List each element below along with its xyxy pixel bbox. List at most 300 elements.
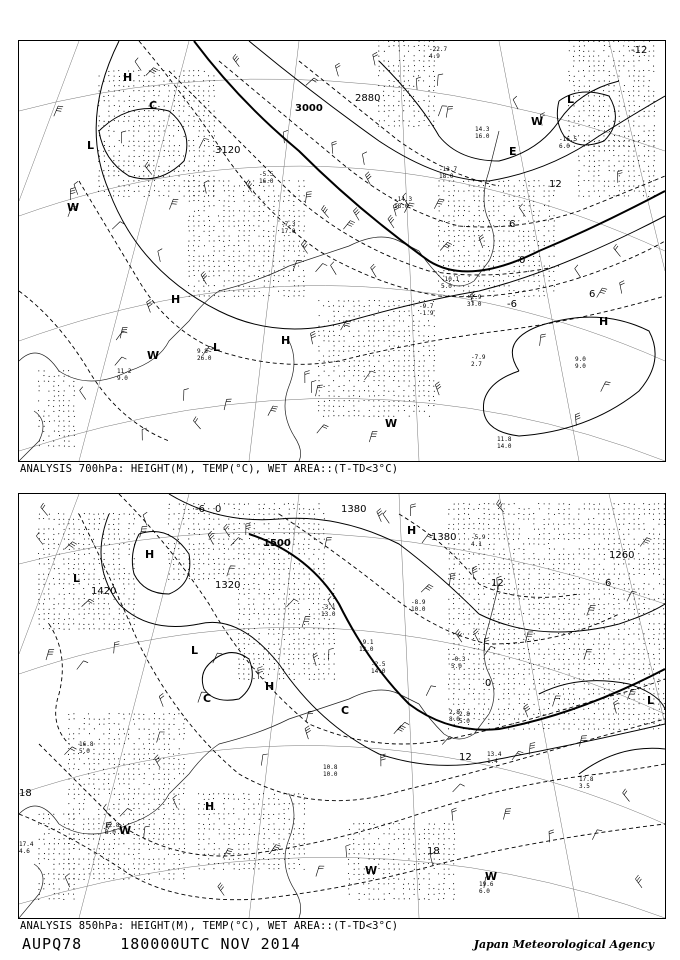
wet-dot bbox=[288, 628, 289, 629]
wet-dot bbox=[448, 633, 449, 634]
wet-dot bbox=[238, 225, 239, 226]
wet-dot bbox=[284, 235, 285, 236]
wet-dot bbox=[263, 573, 264, 574]
wet-dot bbox=[43, 375, 44, 376]
wet-dot bbox=[344, 375, 345, 376]
wet-dot bbox=[44, 426, 45, 427]
wet-dot bbox=[279, 574, 280, 575]
wet-dot bbox=[329, 643, 330, 644]
wet-dot bbox=[308, 548, 309, 549]
wet-dot bbox=[449, 618, 450, 619]
wet-dot bbox=[163, 81, 164, 82]
wet-dot bbox=[49, 554, 50, 555]
wet-dot bbox=[514, 216, 515, 217]
wet-dot bbox=[543, 185, 544, 186]
wet-dot bbox=[174, 161, 175, 162]
wet-dot bbox=[189, 150, 190, 151]
wet-dot bbox=[298, 578, 299, 579]
wet-dot bbox=[249, 230, 250, 231]
wet-dot bbox=[453, 598, 454, 599]
wet-dot bbox=[168, 579, 169, 580]
wet-dot bbox=[628, 564, 629, 565]
wet-dot bbox=[174, 100, 175, 101]
wet-dot bbox=[84, 579, 85, 580]
wet-dot bbox=[589, 70, 590, 71]
wet-dot bbox=[604, 150, 605, 151]
wet-dot bbox=[259, 245, 260, 246]
wet-dot bbox=[504, 261, 505, 262]
wet-dot bbox=[584, 524, 585, 525]
wet-dot bbox=[368, 375, 369, 376]
wet-dot bbox=[374, 326, 375, 327]
wet-dot bbox=[324, 405, 325, 406]
wet-dot bbox=[119, 155, 120, 156]
wet-dot bbox=[609, 689, 610, 690]
wet-dot bbox=[574, 633, 575, 634]
wet-dot bbox=[298, 181, 299, 182]
wet-dot bbox=[608, 538, 609, 539]
wet-dot bbox=[158, 156, 159, 157]
wet-dot bbox=[598, 669, 599, 670]
wet-dot bbox=[608, 638, 609, 639]
wet-dot bbox=[93, 579, 94, 580]
wet-dot bbox=[218, 261, 219, 262]
wet-dot bbox=[658, 558, 659, 559]
wet-dot bbox=[319, 390, 320, 391]
wet-dot bbox=[208, 146, 209, 147]
wet-dot bbox=[318, 503, 319, 504]
wet-dot bbox=[139, 156, 140, 157]
wet-dot bbox=[408, 51, 409, 52]
wet-dot bbox=[443, 180, 444, 181]
wet-dot bbox=[319, 623, 320, 624]
wet-dot bbox=[284, 260, 285, 261]
wet-dot bbox=[454, 558, 455, 559]
panel-caption-700hpa: ANALYSIS 700hPa: HEIGHT(M), TEMP(°C), WET AREA::(T-TD<3°C) bbox=[20, 463, 399, 475]
wet-dot bbox=[309, 589, 310, 590]
wet-dot bbox=[588, 689, 589, 690]
wet-dot bbox=[349, 380, 350, 381]
wet-dot bbox=[228, 226, 229, 227]
wet-dot bbox=[499, 240, 500, 241]
wet-dot bbox=[409, 380, 410, 381]
wet-dot bbox=[253, 185, 254, 186]
wet-dot bbox=[484, 285, 485, 286]
wet-dot bbox=[263, 604, 264, 605]
wet-dot bbox=[589, 659, 590, 660]
wet-dot bbox=[354, 410, 355, 411]
wet-dot bbox=[108, 564, 109, 565]
wet-dot bbox=[299, 624, 300, 625]
wet-dot bbox=[488, 246, 489, 247]
wet-dot bbox=[569, 664, 570, 665]
wet-dot bbox=[264, 205, 265, 206]
wet-dot bbox=[198, 170, 199, 171]
wet-dot bbox=[149, 195, 150, 196]
wet-dot bbox=[644, 161, 645, 162]
wet-dot bbox=[559, 563, 560, 564]
wet-dot bbox=[39, 445, 40, 446]
wet-dot bbox=[209, 518, 210, 519]
wet-dot bbox=[73, 593, 74, 594]
wet-dot bbox=[309, 609, 310, 610]
wet-dot bbox=[549, 634, 550, 635]
wet-dot bbox=[588, 41, 589, 42]
wet-dot bbox=[119, 564, 120, 565]
wet-dot bbox=[558, 509, 559, 510]
wet-dot bbox=[204, 120, 205, 121]
wet-dot bbox=[159, 195, 160, 196]
wet-dot bbox=[388, 335, 389, 336]
wet-dot bbox=[113, 80, 114, 81]
wet-dot bbox=[208, 115, 209, 116]
wet-dot bbox=[283, 634, 284, 635]
wet-dot bbox=[204, 196, 205, 197]
wet-dot bbox=[403, 320, 404, 321]
wet-dot bbox=[79, 533, 80, 534]
wet-dot bbox=[433, 90, 434, 91]
wet-dot bbox=[418, 75, 419, 76]
wet-dot bbox=[349, 310, 350, 311]
wet-dot bbox=[158, 131, 159, 132]
wet-dot bbox=[343, 306, 344, 307]
wet-dot bbox=[278, 614, 279, 615]
wet-dot bbox=[624, 125, 625, 126]
wet-dot bbox=[594, 568, 595, 569]
wet-dot bbox=[458, 533, 459, 534]
wet-dot bbox=[54, 420, 55, 421]
wet-dot bbox=[203, 231, 204, 232]
wet-dot bbox=[208, 548, 209, 549]
wet-dot bbox=[244, 523, 245, 524]
wet-dot bbox=[484, 609, 485, 610]
wet-dot bbox=[534, 608, 535, 609]
wet-dot bbox=[493, 604, 494, 605]
wet-dot bbox=[449, 654, 450, 655]
wet-dot bbox=[449, 240, 450, 241]
wet-dot bbox=[179, 524, 180, 525]
wet-dot bbox=[524, 196, 525, 197]
wet-dot bbox=[308, 544, 309, 545]
wet-dot bbox=[519, 664, 520, 665]
wet-dot bbox=[233, 221, 234, 222]
wet-dot bbox=[189, 190, 190, 191]
wet-dot bbox=[43, 584, 44, 585]
wet-dot bbox=[653, 91, 654, 92]
wet-dot bbox=[73, 609, 74, 610]
wet-dot bbox=[199, 256, 200, 257]
wet-dot bbox=[63, 400, 64, 401]
low-center-mark: L bbox=[213, 341, 221, 354]
wet-dot bbox=[589, 654, 590, 655]
wet-dot bbox=[184, 100, 185, 101]
wet-dot bbox=[613, 529, 614, 530]
wet-dot bbox=[324, 335, 325, 336]
wet-dot bbox=[469, 504, 470, 505]
wet-dot bbox=[419, 335, 420, 336]
wet-dot bbox=[343, 406, 344, 407]
wet-dot bbox=[109, 126, 110, 127]
wet-dot bbox=[428, 320, 429, 321]
wet-dot bbox=[203, 115, 204, 116]
wet-dot bbox=[564, 538, 565, 539]
wet-dot bbox=[384, 105, 385, 106]
wet-dot bbox=[223, 236, 224, 237]
wet-dot bbox=[578, 644, 579, 645]
wet-dot bbox=[374, 346, 375, 347]
wet-dot bbox=[354, 415, 355, 416]
wet-dot bbox=[399, 120, 400, 121]
wet-dot bbox=[623, 563, 624, 564]
wet-dot bbox=[589, 624, 590, 625]
wet-dot bbox=[273, 533, 274, 534]
wet-dot bbox=[328, 391, 329, 392]
wet-dot bbox=[619, 95, 620, 96]
wet-dot bbox=[118, 120, 119, 121]
wet-dot bbox=[288, 250, 289, 251]
wet-dot bbox=[448, 628, 449, 629]
wet-dot bbox=[403, 110, 404, 111]
wet-dot bbox=[304, 553, 305, 554]
wet-dot bbox=[604, 559, 605, 560]
wet-dot bbox=[488, 569, 489, 570]
wet-dot bbox=[599, 116, 600, 117]
wet-dot bbox=[334, 345, 335, 346]
wet-dot bbox=[563, 534, 564, 535]
wet-dot bbox=[633, 643, 634, 644]
wet-dot bbox=[629, 110, 630, 111]
wet-dot bbox=[563, 513, 564, 514]
wet-dot bbox=[479, 638, 480, 639]
wet-dot bbox=[118, 523, 119, 524]
wet-dot bbox=[643, 141, 644, 142]
wet-dot bbox=[594, 191, 595, 192]
wet-dot bbox=[454, 504, 455, 505]
wet-dot bbox=[213, 131, 214, 132]
wet-dot bbox=[383, 70, 384, 71]
wet-dot bbox=[418, 101, 419, 102]
wet-dot bbox=[38, 381, 39, 382]
wet-dot bbox=[54, 431, 55, 432]
wet-dot bbox=[239, 509, 240, 510]
wet-dot bbox=[528, 296, 529, 297]
wet-dot bbox=[73, 619, 74, 620]
wet-dot bbox=[329, 633, 330, 634]
wet-dot bbox=[429, 76, 430, 77]
wet-dot bbox=[199, 529, 200, 530]
wet-dot bbox=[558, 654, 559, 655]
wet-dot bbox=[274, 579, 275, 580]
wet-dot bbox=[634, 180, 635, 181]
wet-dot bbox=[124, 161, 125, 162]
wet-dot bbox=[328, 638, 329, 639]
wet-dot bbox=[629, 513, 630, 514]
wet-dot bbox=[593, 583, 594, 584]
wet-dot bbox=[524, 250, 525, 251]
wet-dot bbox=[259, 564, 260, 565]
wet-dot bbox=[369, 355, 370, 356]
wet-dot bbox=[484, 554, 485, 555]
wet-dot bbox=[388, 315, 389, 316]
wet-dot bbox=[514, 614, 515, 615]
wet-dot bbox=[558, 633, 559, 634]
wet-dot bbox=[318, 658, 319, 659]
wet-dot bbox=[169, 155, 170, 156]
wet-dot bbox=[508, 185, 509, 186]
wet-dot bbox=[258, 544, 259, 545]
wet-dot bbox=[213, 549, 214, 550]
wet-dot bbox=[278, 270, 279, 271]
wet-dot bbox=[469, 220, 470, 221]
wet-dot bbox=[263, 236, 264, 237]
wet-dot bbox=[474, 623, 475, 624]
wet-dot bbox=[174, 548, 175, 549]
wet-dot bbox=[373, 416, 374, 417]
wet-dot bbox=[273, 231, 274, 232]
wet-dot bbox=[133, 131, 134, 132]
wet-dot bbox=[99, 75, 100, 76]
wet-dot bbox=[234, 186, 235, 187]
wet-dot bbox=[209, 295, 210, 296]
wet-dot bbox=[184, 136, 185, 137]
wet-dot bbox=[534, 588, 535, 589]
wet-dot bbox=[608, 160, 609, 161]
wet-dot bbox=[588, 683, 589, 684]
wet-dot bbox=[503, 674, 504, 675]
wet-dot bbox=[273, 185, 274, 186]
wet-dot bbox=[118, 166, 119, 167]
wet-dot bbox=[443, 215, 444, 216]
wind-barb bbox=[112, 222, 124, 230]
wet-dot bbox=[113, 553, 114, 554]
wet-dot bbox=[453, 698, 454, 699]
wet-dot bbox=[534, 180, 535, 181]
wet-dot bbox=[223, 220, 224, 221]
wet-dot bbox=[434, 391, 435, 392]
wet-dot bbox=[109, 613, 110, 614]
wet-dot bbox=[38, 410, 39, 411]
wet-dot bbox=[238, 296, 239, 297]
wet-dot bbox=[463, 578, 464, 579]
wet-dot bbox=[194, 579, 195, 580]
wet-dot bbox=[443, 190, 444, 191]
wet-dot bbox=[538, 275, 539, 276]
wet-dot bbox=[643, 191, 644, 192]
wet-dot bbox=[454, 290, 455, 291]
wet-dot bbox=[473, 509, 474, 510]
wet-dot bbox=[498, 210, 499, 211]
wet-dot bbox=[649, 176, 650, 177]
wet-dot bbox=[198, 246, 199, 247]
wet-dot bbox=[179, 554, 180, 555]
wet-dot bbox=[124, 116, 125, 117]
wet-dot bbox=[318, 401, 319, 402]
wet-dot bbox=[509, 290, 510, 291]
wet-dot bbox=[433, 380, 434, 381]
wet-dot bbox=[289, 668, 290, 669]
wet-dot bbox=[333, 355, 334, 356]
wet-dot bbox=[283, 256, 284, 257]
wet-dot bbox=[228, 524, 229, 525]
wet-dot bbox=[624, 181, 625, 182]
wet-dot bbox=[318, 679, 319, 680]
wet-dot bbox=[279, 589, 280, 590]
wet-dot bbox=[133, 563, 134, 564]
wet-dot bbox=[449, 613, 450, 614]
wet-dot bbox=[254, 255, 255, 256]
wet-dot bbox=[504, 584, 505, 585]
wet-dot bbox=[118, 70, 119, 71]
wet-dot bbox=[653, 146, 654, 147]
wet-dot bbox=[614, 503, 615, 504]
wet-dot bbox=[498, 220, 499, 221]
wet-dot bbox=[219, 250, 220, 251]
wet-dot bbox=[374, 380, 375, 381]
wet-dot bbox=[479, 644, 480, 645]
wet-dot bbox=[183, 126, 184, 127]
wet-dot bbox=[488, 583, 489, 584]
wet-dot bbox=[539, 261, 540, 262]
wet-dot bbox=[614, 568, 615, 569]
wet-dot bbox=[544, 623, 545, 624]
wet-dot bbox=[544, 678, 545, 679]
wet-dot bbox=[533, 664, 534, 665]
wind-barb bbox=[614, 244, 621, 257]
warm-center-mark: W bbox=[385, 417, 398, 430]
wet-dot bbox=[418, 111, 419, 112]
wet-dot bbox=[424, 360, 425, 361]
wet-dot bbox=[54, 614, 55, 615]
wet-dot bbox=[474, 699, 475, 700]
wet-dot bbox=[324, 664, 325, 665]
wet-dot bbox=[498, 563, 499, 564]
wet-dot bbox=[488, 281, 489, 282]
wet-dot bbox=[339, 325, 340, 326]
wet-dot bbox=[59, 519, 60, 520]
wet-dot bbox=[408, 125, 409, 126]
wet-dot bbox=[529, 201, 530, 202]
temp-label: -12 bbox=[631, 45, 648, 56]
wet-dot bbox=[333, 664, 334, 665]
wet-dot bbox=[529, 653, 530, 654]
wet-dot bbox=[449, 663, 450, 664]
wet-dot bbox=[353, 336, 354, 337]
wet-dot bbox=[598, 673, 599, 674]
wet-dot bbox=[664, 628, 665, 629]
wet-dot bbox=[314, 533, 315, 534]
wet-dot bbox=[573, 573, 574, 574]
wet-dot bbox=[394, 305, 395, 306]
wet-dot bbox=[533, 186, 534, 187]
wet-dot bbox=[409, 100, 410, 101]
wet-dot bbox=[569, 523, 570, 524]
wet-dot bbox=[68, 558, 69, 559]
wet-dot bbox=[423, 346, 424, 347]
wet-dot bbox=[93, 539, 94, 540]
wet-dot bbox=[628, 534, 629, 535]
wet-dot bbox=[44, 539, 45, 540]
wet-dot bbox=[549, 265, 550, 266]
wet-dot bbox=[234, 573, 235, 574]
wet-dot bbox=[73, 588, 74, 589]
wet-dot bbox=[508, 698, 509, 699]
wet-dot bbox=[263, 669, 264, 670]
wet-dot bbox=[553, 694, 554, 695]
wet-dot bbox=[328, 628, 329, 629]
wet-dot bbox=[233, 539, 234, 540]
wet-dot bbox=[68, 410, 69, 411]
wet-dot bbox=[208, 216, 209, 217]
